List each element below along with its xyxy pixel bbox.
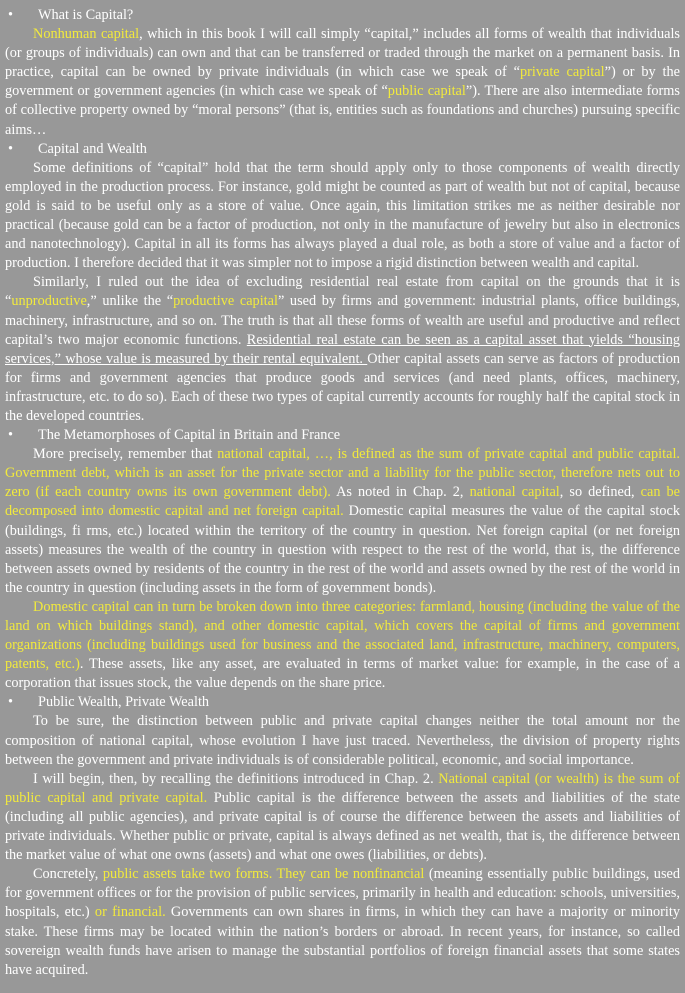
highlighted-text: private capital [519, 64, 605, 81]
highlighted-text: Domestic capital can in turn be broken down into three categories: farmland, housing (including the value of the land on which buildings stand), and other domestic capital, which covers the capital of firms and government organizations (including buildings used for business and the associated land, infrastructure, machinery, computers, patents, etc.) [5, 598, 680, 673]
bullet-icon: • [8, 427, 14, 444]
text-segment: , so defined, [559, 484, 641, 501]
text-segment: Similarly, I ruled out the idea of excluding residential real estate from capital on the grounds that it is “ [5, 274, 680, 310]
text-segment: . These assets, like any asset, are evaluated in terms of market value: for example, in the case of a corporation that issues stock, the value depends on the share price. [5, 656, 680, 692]
text-segment: More precisely, remember that [33, 446, 218, 463]
text-segment: , which in this book I will call simply “capital,” includes all forms of wealth that individuals (or groups of individuals) can own and that can be transferred or traded through the market on a permanent basis. In practice, capital can be owned by private individuals (in which case we speak of “ [5, 26, 680, 81]
text-segment: As noted in Chap. 2, [330, 484, 470, 501]
section-heading-text: Capital and Wealth [38, 140, 147, 157]
text-segment: Public capital is the difference between the assets and liabilities of the state (including all public agencies), and private capital is of course the difference between the assets and liabilities of private individuals. Whether public or private, capital is always defined as net wealth, that is, the difference between the market value of what one owns (assets) and what one owes (liabilities, or debts). [5, 789, 680, 864]
text-segment: Other capital assets can serve as factors of production for firms and government agencies that produce goods and services (and need plants, offices, machinery, infrastructure, etc. to do so). Each of these two types of capital currently accounts for roughly half the capital stock in the developed countries. [5, 350, 681, 424]
bullet-icon: • [8, 7, 14, 23]
highlighted-text: national capital, …, is defined as the sum of private capital and public capital. Government debt, which is an asset for the private sector and a liability for the public sector, therefore nets out to zero (if each country owns its own government debt). [5, 446, 680, 501]
section-heading [5, 6, 680, 25]
text-segment: Domestic capital measures the value of the capital stock (buildings, fi rms, etc.) located within the territory of the country in question. Net foreign capital (or net foreign assets) measures the wealth of the country in question with respect to the rest of the world, that is, the difference between assets owned by residents of the country in the rest of the world and assets owned by the rest of the world in the country in question (including assets in the form of government bonds). [5, 503, 680, 596]
text-segment: To be sure, the distinction between public and private capital changes neither the total amount nor the composition of national capital, whose evolution I have just traced. Nevertheless, the division of property rights between the government and private individuals is of considerable political, economic, and social importance. [5, 713, 680, 768]
bullet-icon: • [8, 694, 14, 711]
paragraph [5, 273, 680, 426]
underlined-text: Residential real estate can be seen as a capital asset that yields “housing services,” whose value is measured by their rental equivalent. [5, 331, 680, 367]
paragraph [5, 25, 680, 140]
text-segment: (meaning essentially public buildings, used for government offices or for the provision of public services, primarily in health and education: schools, universities, hospitals, etc.) [5, 866, 681, 921]
paragraph [5, 598, 680, 693]
text-segment: Some definitions of “capital” hold that the term should apply only to those components of wealth directly employed in the production process. For instance, gold might be counted as part of wealth but not of capital, because gold is said to be useful only as a store of value. Once again, this limitation strikes me as neither desirable nor practical (because gold can be a factor of production, not only in the manufacture of jewelry but also in electronics and nanotechnology). Capital in all its forms has always played a dual role, as both a store of value and a factor of production. I therefore decided that it was simpler not to impose a rigid distinction between wealth and capital. [5, 159, 680, 272]
section-heading [5, 140, 680, 159]
text-segment: Governments can own shares in firms, in which they can have a majority or minority stake. These firms may be located within the nation’s borders or abroad. In recent years, for instance, so called sovereign wealth funds have arisen to manage the substantial portfolios of foreign financial assets that some states have acquired. [5, 904, 680, 978]
section-heading-text: The Metamorphoses of Capital in Britain and France [38, 427, 341, 444]
paragraph [5, 712, 680, 769]
highlighted-text: public assets take two forms. They can be nonfinancial [102, 866, 425, 883]
paragraph [5, 865, 680, 980]
text-segment: ”). There are also intermediate forms of collective property owned by “moral persons” (that is, entities such as foundations and churches) pursuing specific aims… [5, 83, 680, 138]
highlighted-text: public capital [387, 83, 466, 100]
highlighted-text: productive capital [173, 293, 278, 310]
bullet-icon: • [8, 140, 14, 157]
text-segment: ” used by firms and government: industrial plants, office buildings, machinery, infrastructure, and so on. The truth is that all these forms of wealth are useful and productive and reflect capital’s two major economic functions. [5, 293, 680, 348]
text-segment: ,” unlike the “ [86, 293, 174, 310]
highlighted-text: National capital (or wealth) is the sum of public capital and private capital. [5, 770, 680, 806]
paragraph [5, 770, 680, 865]
highlighted-text: unproductive [11, 293, 87, 310]
highlighted-text: Nonhuman capital [33, 26, 140, 43]
paragraph [5, 445, 680, 598]
paragraph [5, 159, 680, 274]
highlighted-text: or financial. [89, 904, 166, 921]
section-heading-text: What is Capital? [38, 7, 134, 23]
text-segment: Concretely, [33, 866, 103, 883]
section-heading [5, 426, 680, 445]
section-heading [5, 693, 680, 712]
section-heading-text: Public Wealth, Private Wealth [38, 694, 210, 711]
highlighted-text: national capital [469, 484, 560, 501]
text-segment: I will begin, then, by recalling the definitions introduced in Chap. 2. [33, 770, 439, 787]
highlighted-text: can be decomposed into domestic capital and net foreign capital. [5, 484, 681, 520]
text-segment: ”) or by the government or government agencies (in which case we speak of “ [5, 64, 680, 100]
